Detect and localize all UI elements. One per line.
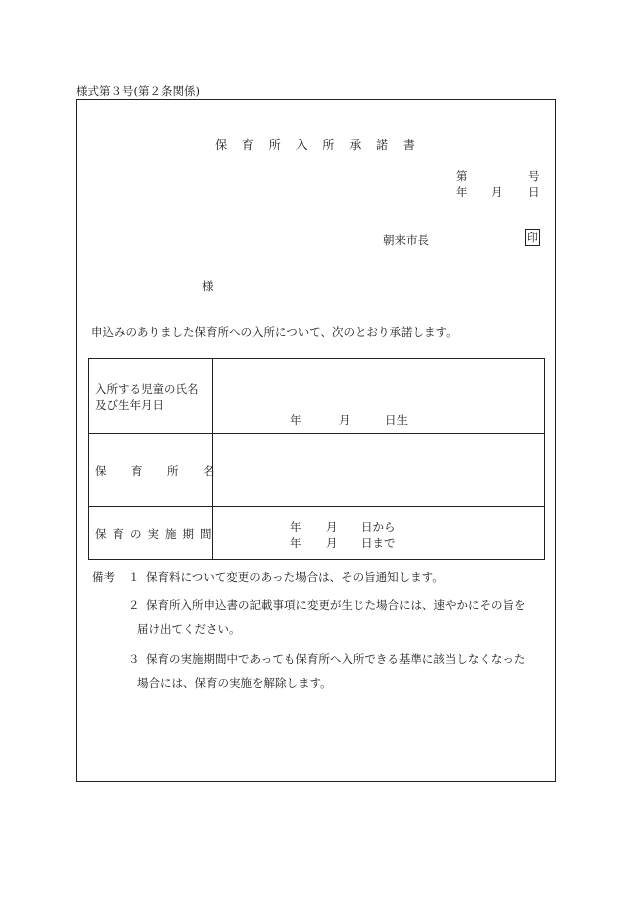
date-year: 年: [456, 185, 468, 199]
label-char: 施: [165, 527, 177, 541]
label-char: 所: [167, 464, 179, 478]
period-to-day: 日まで: [361, 536, 396, 550]
title-char: 所: [268, 138, 281, 152]
birth-month: 月: [339, 413, 351, 427]
remark-number: １: [128, 570, 140, 584]
document-title: [0, 136, 630, 153]
title-char: 諾: [376, 138, 389, 152]
title-char: 所: [322, 138, 335, 152]
period-from-year: 年: [290, 520, 302, 534]
remark-number: ２: [128, 598, 140, 612]
child-name-label: 入所する児童の氏名: [95, 382, 199, 396]
label-char: 間: [200, 527, 212, 541]
birthdate-label: 及び生年月日: [95, 398, 164, 412]
details-table: [88, 358, 545, 560]
document-number-prefix: 第: [456, 169, 468, 183]
remark-text-continued: 届け出てください。: [137, 622, 241, 636]
period-from-day: 日から: [361, 520, 396, 534]
title-char: 承: [349, 138, 362, 152]
nursery-name-label: [95, 463, 215, 479]
remark-text: 保育の実施期間中であっても保育所へ入所できる基準に該当しなくなった: [146, 652, 526, 666]
remark-text-continued: 場合には、保育の実施を解除します。: [137, 676, 332, 690]
period-to-year: 年: [290, 536, 302, 550]
birth-year: 年: [290, 413, 302, 427]
document-number-suffix: 号: [528, 169, 540, 183]
remarks-heading: 備考: [92, 570, 115, 584]
title-char: 入: [295, 138, 308, 152]
period-to-month: 月: [326, 536, 338, 550]
label-char: 保: [95, 527, 107, 541]
title-char: 書: [402, 138, 415, 152]
label-char: 保: [95, 464, 107, 478]
date-day: 日: [528, 185, 540, 199]
date-month: 月: [491, 185, 503, 199]
table-row-divider: [89, 433, 544, 434]
label-char: 育: [112, 527, 124, 541]
form-number-label: 様式第３号(第２条関係): [76, 84, 200, 98]
seal-mark: 印: [527, 231, 538, 244]
title-char: 育: [241, 138, 254, 152]
remark-text: 保育料について変更のあった場合は、その旨通知します。: [146, 570, 444, 584]
table-column-divider: [212, 359, 213, 559]
label-char: 実: [147, 527, 159, 541]
body-text: 申込みのありました保育所への入所について、次のとおり承諾します。: [91, 325, 458, 339]
label-char: 育: [131, 464, 143, 478]
label-char: 名: [203, 464, 215, 478]
issuer-mayor: 朝来市長: [383, 233, 429, 247]
remark-text: 保育所入所申込書の記載事項に変更が生じた場合には、速やかにその旨を: [146, 598, 526, 612]
table-row-divider: [89, 506, 544, 507]
addressee-suffix: 様: [202, 279, 214, 293]
title-char: 保: [215, 138, 228, 152]
label-char: の: [130, 527, 142, 541]
birth-day: 日生: [385, 413, 408, 427]
period-from-month: 月: [326, 520, 338, 534]
care-period-label: [95, 526, 212, 542]
remark-number: ３: [128, 652, 140, 666]
label-char: 期: [182, 527, 194, 541]
